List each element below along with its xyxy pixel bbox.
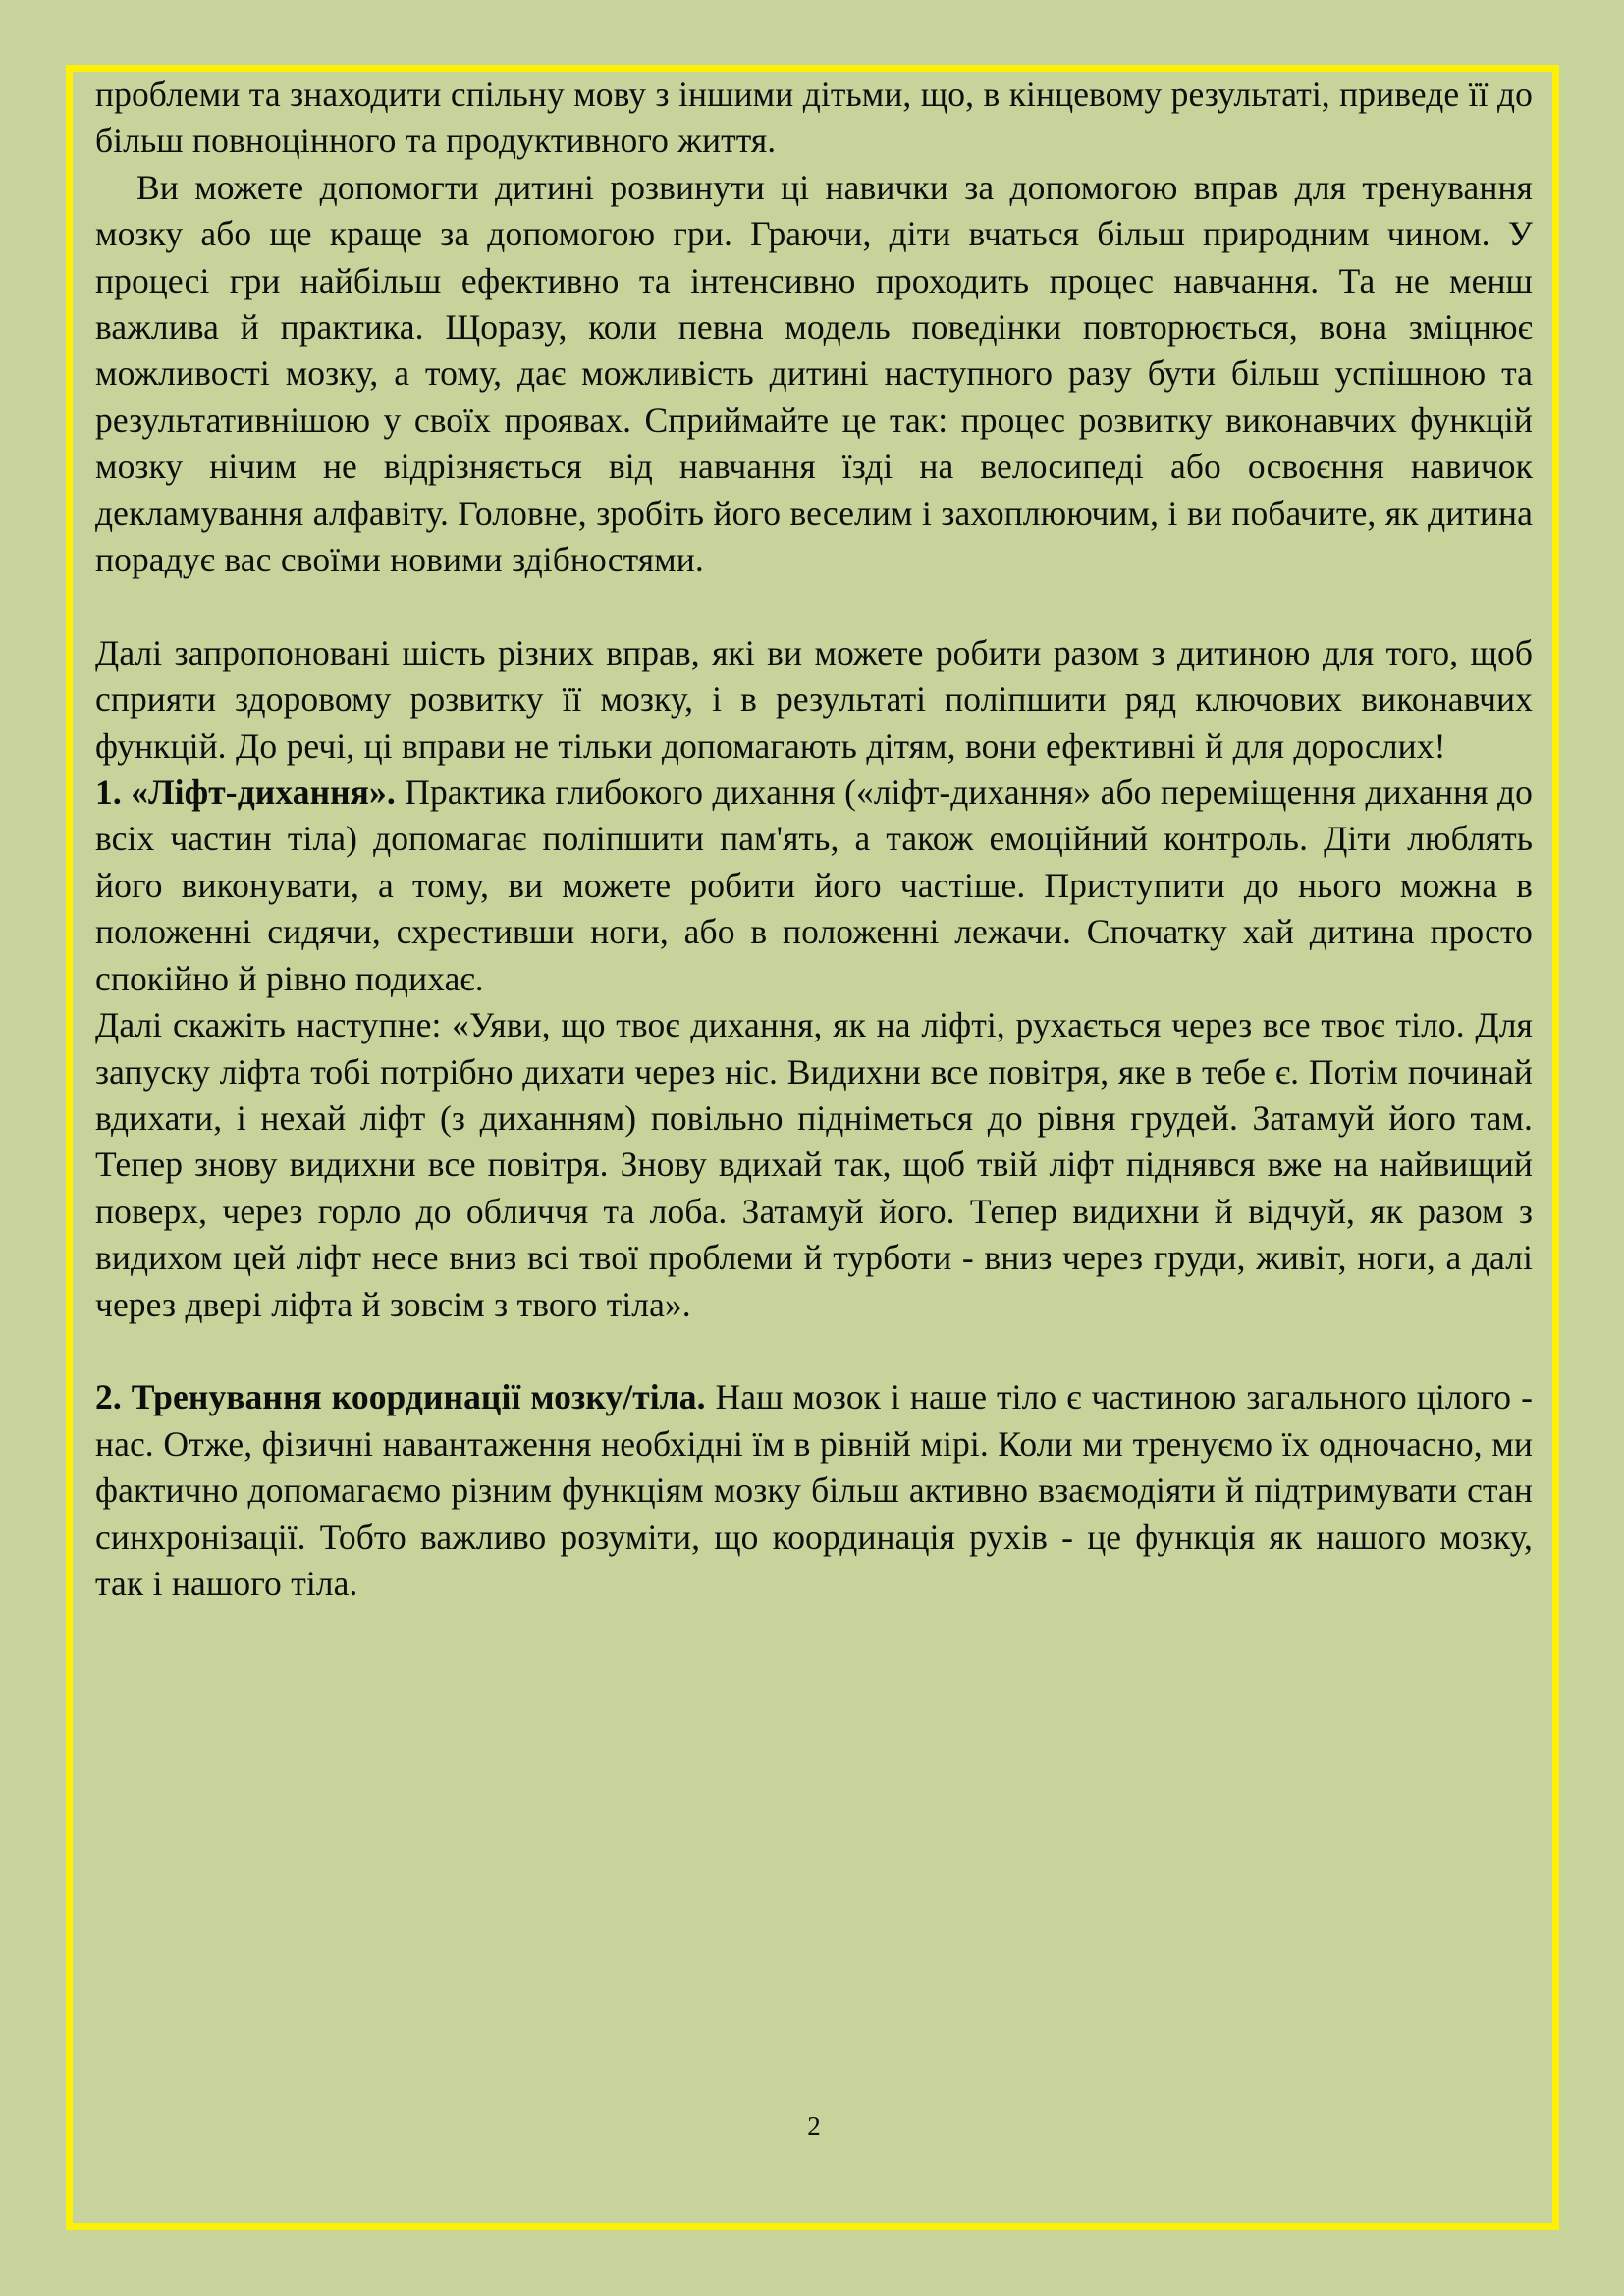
exercise-2-body: Наш мозок і наше тіло є частиною загального цілого - нас. Отже, фізичні навантаження необхідні їм в рівній мірі. Коли ми тренуємо їх одночасно, ми фактично допомагаємо різним функціям мозку більш активно взаємодіяти й підтримувати стан синхронізації. Тобто важливо розуміти, що координація рухів - це функція як нашого мозку, так і нашого тіла. — [95, 1377, 1533, 1603]
exercise-2-heading: 2. Тренування координації мозку/тіла. — [95, 1377, 706, 1417]
paragraph-brain-training-intro: Ви можете допомогти дитині розвинути ці навички за допомогою вправ для тренування мозку або ще краще за допомогою гри. Граючи, діти вчаться більш природним чином. У процесі гри найбільш ефективно та інтенсивно проходить процес навчання. Та не менш важлива й практика. Щоразу, коли певна модель поведінки повторюється, вона зміцнює можливості мозку, а тому, дає можливість дитині наступного разу бути більш успішною та результативнішою у своїх проявах. Сприймайте це так: процес розвитку виконавчих функцій мозку нічим не відрізняється від навчання їзді на велосипеді або освоєння навичок декламування алфавіту. Головне, зробіть його веселим і захоплюючим, і ви побачите, як дитина порадує вас своїми новими здібностями. — [95, 167, 1533, 580]
page-content — [95, 72, 1533, 2141]
exercise-1-body: Практика глибокого дихання («ліфт-дихання» або переміщення дихання до всіх частин тіла) допомагає поліпшити пам'ять, а також емоційний контроль. Діти люблять його виконувати, а тому, ви можете робити його частіше. Приступити до нього можна в положенні сидячи, схрестивши ноги, або в положенні лежачи. Спочатку хай дитина просто спокійно й рівно подихає. — [95, 773, 1533, 998]
paragraph-six-exercises-intro: Далі запропоновані шість різних вправ, які ви можете робити разом з дитиною для того, щоб сприяти здоровому розвитку її мозку, і в результаті поліпшити ряд ключових виконавчих функцій. До речі, ці вправи не тільки допомагають дітям, вони ефективні й для дорослих! — [95, 632, 1533, 766]
paragraph-continuation: проблеми та знаходити спільну мову з іншими дітьми, що, в кінцевому результаті, приведе її до більш повноцінного та продуктивного життя. — [95, 75, 1533, 161]
paragraph-exercise-1-script: Далі скажіть наступне: «Уяви, що твоє дихання, як на ліфті, рухається через все твоє тіло. Для запуску ліфта тобі потрібно дихати через ніс. Видихни все повітря, яке в тебе є. Потім починай вдихати, і нехай ліфт (з диханням) повільно підніметься до рівня грудей. Затамуй його там. Тепер знову видихни все повітря. Знову вдихай так, щоб твій ліфт піднявся вже на найвищий поверх, через горло до обличчя та лоба. Затамуй його. Тепер видихни й відчуй, як разом з видихом цей ліфт несе вниз всі твої проблеми й турботи - вниз через груди, живіт, ноги, а далі через двері ліфта й зовсім з твого тіла». — [95, 1005, 1533, 1324]
page-number: 2 — [807, 2111, 821, 2141]
paragraph-exercise-1 — [95, 770, 1533, 1002]
exercise-1-heading: 1. «Ліфт-дихання». — [95, 773, 396, 813]
paragraph-exercise-2 — [95, 1374, 1533, 1607]
